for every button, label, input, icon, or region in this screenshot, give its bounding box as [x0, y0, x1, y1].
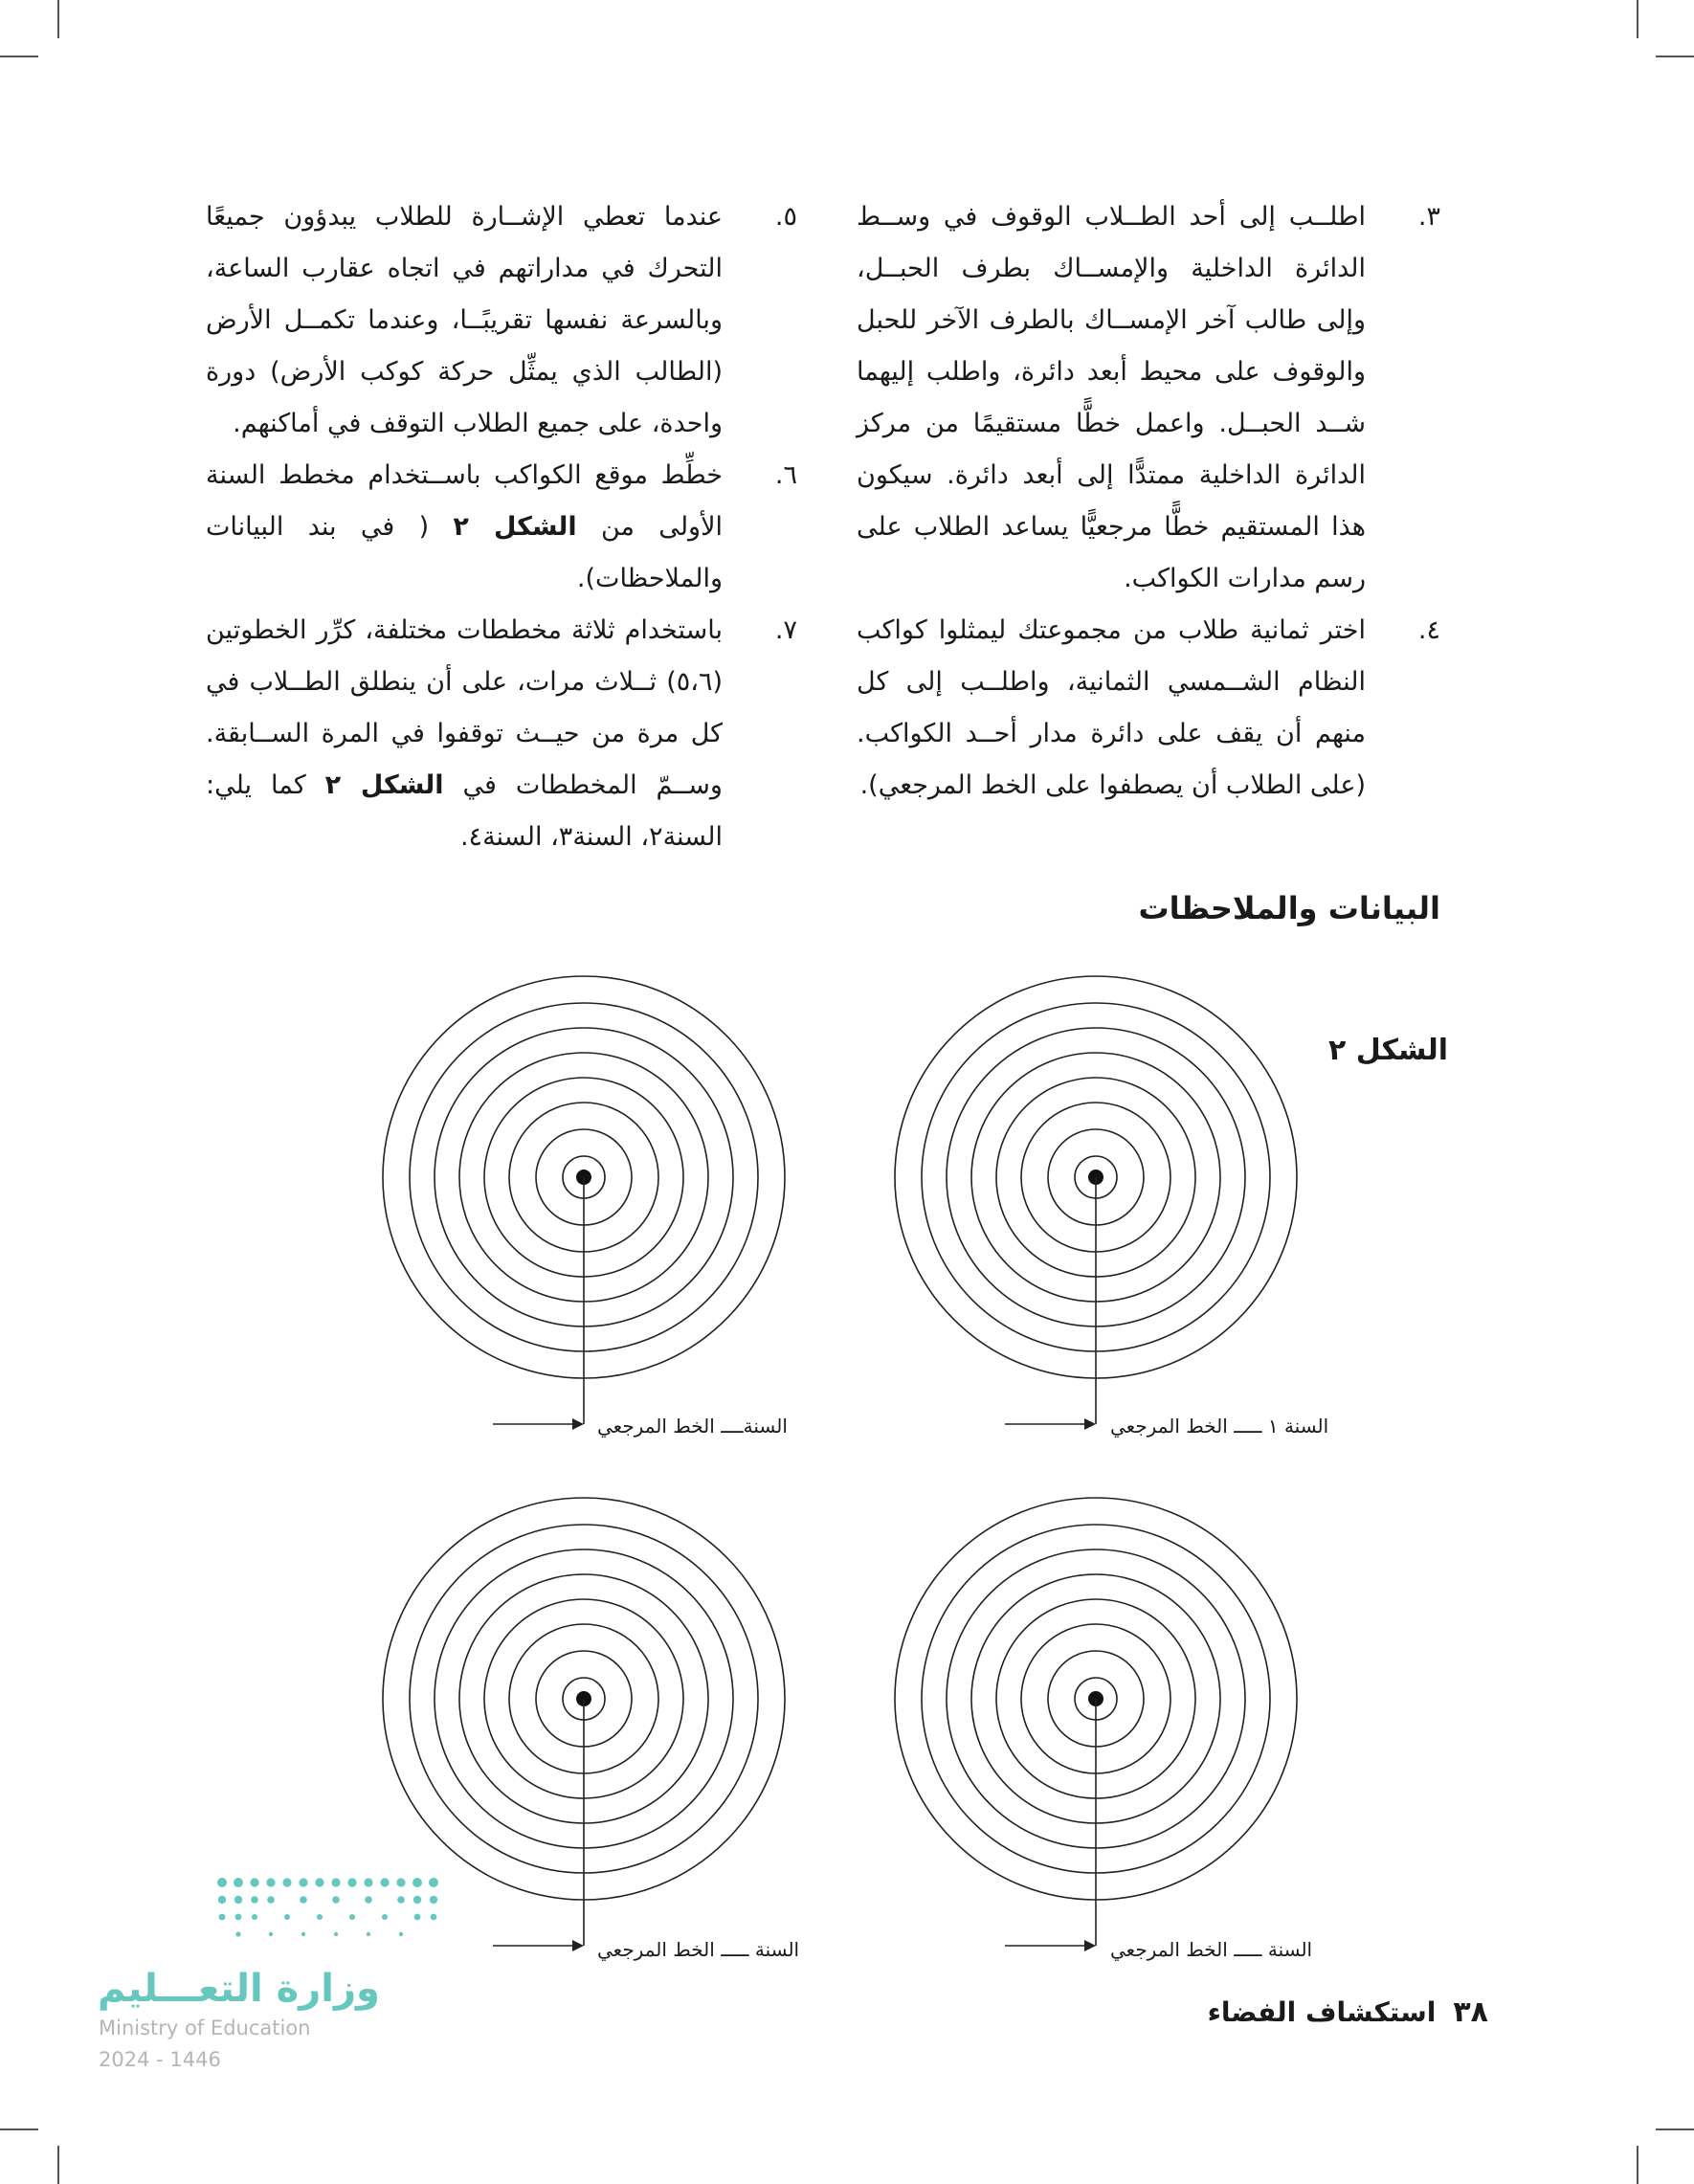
orbit-diagram-year-1	[885, 967, 1306, 1445]
chapter-title: استكشاف الفضاء	[1207, 1996, 1437, 2028]
figure-reference: الشكل ٢	[453, 512, 577, 542]
orbit-diagram-year-3	[885, 1488, 1306, 1967]
ministry-logo-icon	[211, 1871, 450, 1948]
crop-mark	[57, 0, 59, 38]
logo-dot	[315, 1878, 323, 1886]
orbit-diagram-svg	[373, 967, 794, 1445]
logo-dot	[301, 1932, 305, 1936]
logo-dot	[349, 1914, 355, 1920]
ministry-name-arabic: وزارة التعـــليم	[98, 1967, 380, 2011]
step-3	[857, 191, 1440, 605]
logo-dot	[234, 1896, 242, 1904]
orbit-diagram-year-2	[373, 967, 794, 1445]
logo-dot	[251, 1896, 258, 1904]
step-5	[206, 191, 797, 450]
crop-mark	[0, 2128, 38, 2130]
logo-dot	[267, 1896, 275, 1904]
logo-dot	[235, 1931, 240, 1936]
step-number: ٦.	[774, 460, 797, 490]
logo-dot	[252, 1914, 257, 1920]
reference-arrow-head	[1084, 1418, 1096, 1430]
crop-mark	[1637, 2146, 1638, 2184]
logo-dot	[412, 1878, 422, 1887]
logo-dot	[284, 1914, 290, 1920]
figure-label: الشكل ٢	[1327, 1034, 1448, 1067]
logo-dot	[282, 1878, 291, 1886]
step-text-pre: خطِّط موقع الكواكب باســتخدام مخطط السنة الأولى من	[206, 460, 723, 542]
ministry-name-english: Ministry of Education	[99, 2017, 311, 2039]
step-text: اطلــب إلى أحد الطــلاب الوقوف في وســط الدائرة الداخلية والإمســاك بطرف الحبــل، وإلى طالب آخر الإمســاك بالطرف الآخر للحبل والوقوف على محيط أبعد دائرة، واطلب إليهما شــد الحبــل. واعمل خطًّا مستقيمًا من مركز الدائرة الداخلية ممتدًّا إلى أبعد دائرة. سيكون هذا المستقيم خطًّا مرجعيًّا يساعد الطلاب على رسم مدارات الكواكب.	[857, 202, 1366, 593]
logo-dot	[234, 1878, 243, 1887]
page-footer	[1208, 1995, 1488, 2029]
step-text-pre: باستخدام ثلاثة مخططات مختلفة، كرِّر الخطوتين (٥،٦) ثــلاث مرات، على أن ينطلق الطــلاب في كل مرة من حيــث توقفوا في المرة الســابقة. وســمّ المخططات في	[206, 615, 723, 800]
crop-mark	[1637, 0, 1638, 38]
logo-dot	[347, 1878, 356, 1886]
logo-dot	[300, 1896, 307, 1904]
step-7	[206, 605, 797, 863]
diagram-caption: السنةــــ الخط المرجعي	[597, 1415, 788, 1437]
logo-dot	[331, 1878, 340, 1886]
orbit-diagram-svg	[885, 967, 1306, 1445]
step-text: عندما تعطي الإشــارة للطلاب يبدؤون جميعًا التحرك في مداراتهم في اتجاه عقارب الساعة، وبالسرعة نفسها تقريبًــا، وعندما تكمــل الأرض (الطالب الذي يمثِّل حركة كوكب الأرض) دورة واحدة، على جميع الطلاب التوقف في أماكنهم.	[206, 202, 723, 438]
crop-mark	[0, 56, 38, 57]
section-title: البيانات والملاحظات	[1138, 890, 1440, 926]
instructions-right-column	[857, 191, 1440, 812]
logo-dot	[317, 1914, 323, 1920]
step-number: ٧.	[774, 615, 797, 645]
logo-dot	[250, 1878, 258, 1886]
logo-dot	[332, 1896, 340, 1904]
crop-mark	[57, 2146, 59, 2184]
logo-dot	[218, 1896, 226, 1904]
figure-reference: الشكل ٢	[324, 770, 444, 800]
orbit-diagram-svg	[885, 1488, 1306, 1967]
ministry-year: 2024 - 1446	[99, 2048, 221, 2071]
crop-mark	[1656, 56, 1694, 57]
logo-dot	[299, 1878, 307, 1886]
logo-dot	[367, 1932, 370, 1936]
reference-arrow-head	[1084, 1940, 1096, 1951]
logo-dot	[413, 1896, 421, 1904]
logo-dot	[219, 1914, 226, 1921]
step-4	[857, 605, 1440, 812]
instructions-left-column	[206, 191, 797, 863]
logo-dot	[430, 1896, 437, 1904]
page-number: ٣٨	[1453, 1995, 1488, 2029]
logo-dot	[414, 1914, 421, 1921]
step-text: اختر ثمانية طلاب من مجموعتك ليمثلوا كواكب النظام الشــمسي الثمانية، واطلــب إلى كل منهم أن يقف على دائرة مدار أحــد الكواكب. (على الطلاب أن يصطفوا على الخط المرجعي).	[857, 615, 1366, 800]
logo-dot	[429, 1878, 438, 1887]
logo-dot	[334, 1932, 338, 1936]
diagram-caption: السنة ـــــ الخط المرجعي	[597, 1938, 800, 1961]
logo-dot	[382, 1914, 388, 1920]
step-number: ٣.	[1417, 202, 1440, 232]
reference-arrow-head	[572, 1940, 584, 1951]
step-text-post: ( في بند البيانات والملاحظات).	[206, 512, 723, 593]
diagram-caption: السنة ١ ـــــ الخط المرجعي	[1110, 1415, 1329, 1437]
logo-dot	[269, 1932, 273, 1936]
diagram-caption: السنة ـــــ الخط المرجعي	[1110, 1938, 1313, 1961]
step-number: ٤.	[1417, 615, 1440, 645]
logo-dot	[431, 1914, 437, 1921]
step-text-post: كما يلي: السنة٢، السنة٣، السنة٤.	[206, 770, 723, 852]
logo-dot	[397, 1896, 405, 1904]
logo-dot	[235, 1914, 242, 1921]
step-6	[206, 450, 797, 605]
logo-dot	[399, 1932, 403, 1936]
crop-mark	[1656, 2128, 1694, 2130]
logo-dot	[380, 1878, 389, 1886]
reference-arrow-head	[572, 1418, 584, 1430]
logo-dot	[266, 1878, 275, 1886]
logo-dot	[365, 1896, 372, 1904]
step-number: ٥.	[774, 202, 797, 232]
logo-dot	[364, 1878, 372, 1886]
logo-dot	[396, 1878, 405, 1886]
logo-dot	[217, 1878, 227, 1887]
